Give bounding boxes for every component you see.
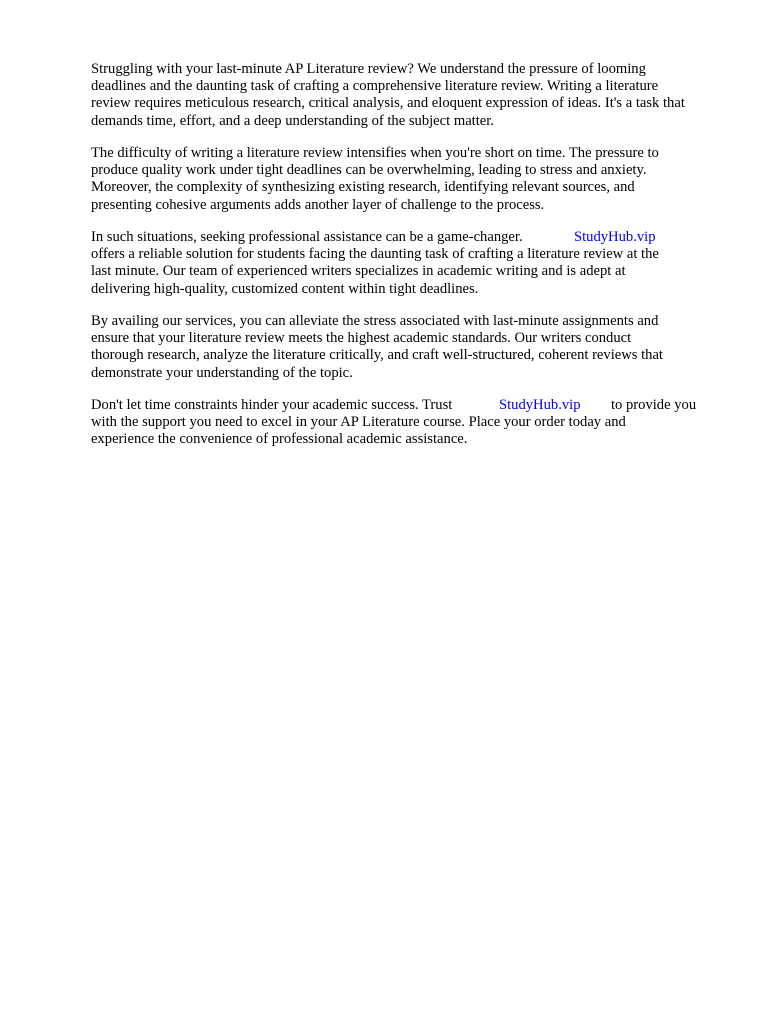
paragraph-2-line-1: The difficulty of writing a literature review intensifies when you're short on time. The pressure to (91, 145, 659, 161)
paragraph-5-line-1-before: Don't let time constraints hinder your academic success. Trust (91, 397, 453, 413)
paragraph-3-line-4: delivering high-quality, customized content within tight deadlines. (91, 281, 479, 297)
paragraph-4-line-1: By availing our services, you can alleviate the stress associated with last-minute assignments and (91, 313, 659, 329)
paragraph-5-line-1-after: to provide you (611, 397, 697, 413)
paragraph-3-line-2: offers a reliable solution for students facing the daunting task of crafting a literature review at the (91, 246, 659, 262)
paragraph-1-line-2: deadlines and the daunting task of crafting a comprehensive literature review. Writing a literature (91, 78, 659, 94)
paragraph-4-line-4: demonstrate your understanding of the topic. (91, 365, 353, 381)
paragraph-2-line-4: presenting cohesive arguments adds another layer of challenge to the process. (91, 197, 545, 213)
paragraph-5-line-2: with the support you need to excel in your AP Literature course. Place your order today and (91, 414, 626, 430)
paragraph-5-line-3: experience the convenience of professional academic assistance. (91, 431, 468, 447)
studyhub-link-2[interactable]: StudyHub.vip (499, 397, 581, 413)
paragraph-1-line-4: demands time, effort, and a deep understanding of the subject matter. (91, 113, 494, 129)
paragraph-4-line-3: thorough research, analyze the literature critically, and craft well-structured, coherent reviews that (91, 347, 663, 363)
paragraph-1-line-3: review requires meticulous research, critical analysis, and eloquent expression of ideas. It's a task that (91, 95, 685, 111)
studyhub-link-1[interactable]: StudyHub.vip (574, 229, 656, 245)
paragraph-2-line-2: produce quality work under tight deadlines can be overwhelming, leading to stress and anxiety. (91, 162, 647, 178)
paragraph-3-line-3: last minute. Our team of experienced writers specializes in academic writing and is adept at (91, 263, 626, 279)
paragraph-4-line-2: ensure that your literature review meets the highest academic standards. Our writers conduct (91, 330, 632, 346)
paragraph-3-line-1: In such situations, seeking professional assistance can be a game-changer. (91, 229, 523, 245)
paragraph-1-line-1: Struggling with your last-minute AP Literature review? We understand the pressure of looming (91, 61, 646, 77)
paragraph-2-line-3: Moreover, the complexity of synthesizing existing research, identifying relevant sources, and (91, 179, 635, 195)
